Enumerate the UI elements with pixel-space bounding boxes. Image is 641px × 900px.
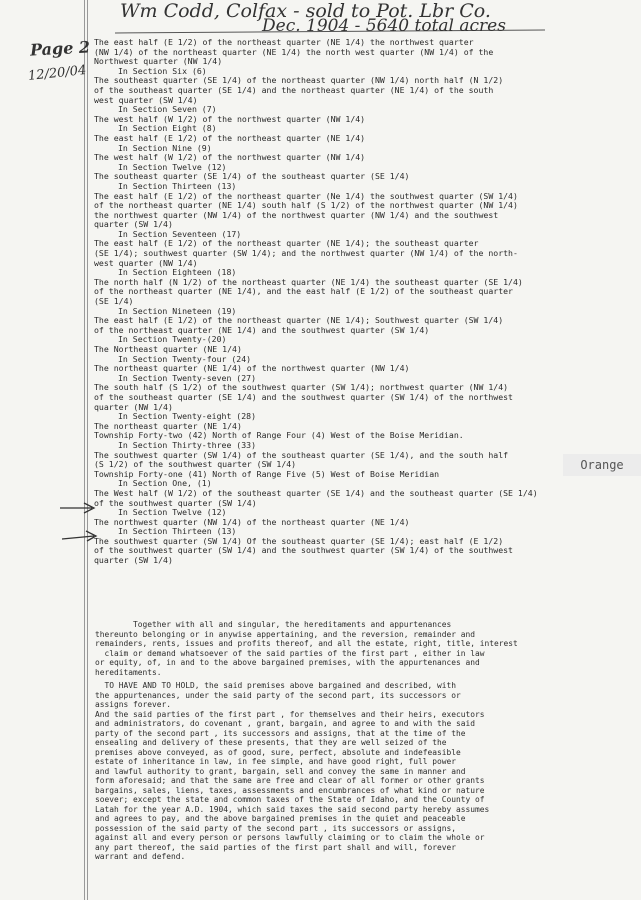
text-line: soever; except the state and common taxes of the State of Idaho, and the County of — [95, 795, 485, 804]
text-line: In Section Twenty-eight (28) — [118, 411, 257, 422]
text-line: In Section Seventeen (17) — [118, 228, 242, 239]
handwritten-date: 12/20/04 — [27, 62, 88, 85]
text-line: The southeast quarter (SE 1/4) of the northeast quarter (NW 1/4) north half (N 1/2) — [94, 75, 504, 86]
text-line: Latah for the year A.D. 1904, which said taxes the said second party hereby assumes — [95, 804, 490, 814]
text-line: and agrees to pay, and the above bargained premises in the quiet and peaceable — [95, 814, 466, 823]
handwritten-page-label: Page 2 — [29, 37, 91, 60]
text-line: The northeast quarter (NE 1/4) of the northwest quarter (NW 1/4) — [94, 363, 410, 374]
text-line: The west half (W 1/2) of the northwest quarter (NW 1/4) — [94, 113, 366, 124]
text-line: The southwest quarter (SW 1/4) Of the southeast quarter (SE 1/4); east half (E 1/2) — [94, 535, 504, 546]
text-line: assigns forever. — [95, 700, 172, 709]
text-line: The southeast quarter (SE 1/4) of the southeast quarter (SE 1/4) — [94, 171, 410, 182]
text-line: In Section Twelve (12) — [118, 161, 227, 172]
margin-rule-inner — [84, 0, 85, 900]
side-label: Orange — [563, 454, 641, 476]
text-line: The West half (W 1/2) of the southeast quarter (SE 1/4) and the southeast quarter (SE 1/4) — [94, 487, 538, 498]
text-line: quarter (NW 1/4) — [94, 401, 173, 412]
text-line: and administrators, do covenant , grant, bargain, and agree to and with the said — [95, 719, 476, 728]
text-line: In Section Eighteen (18) — [118, 267, 237, 278]
text-line: In Section Nine (9) — [118, 142, 212, 153]
text-line: the northwest quarter (NW 1/4) of the northwest quarter (NW 1/4) and the southwest — [94, 209, 499, 220]
text-line: the appurtenances, under the said party of the second part, its successors or — [95, 690, 461, 700]
text-line: The east half (E 1/2) of the northeast quarter (NE 1/4); Southwest quarter (SW 1/4) — [94, 315, 504, 326]
text-line: The east half (E 1/2) of the northeast quarter (Ne 1/4) the southwest quarter (SW 1/4) — [94, 190, 518, 201]
text-line: In Section Twenty-seven (27) — [118, 372, 257, 383]
text-line: claim or demand whatsoever of the said parties of the first part , either in law — [95, 648, 485, 658]
text-line: In Section Eight (8) — [118, 123, 217, 134]
text-line: west quarter (SW 1/4) — [94, 94, 198, 105]
text-line: any part thereof, the said parties of the first part shall and will, forever — [95, 842, 457, 852]
text-line: In Section Thirteen (13) — [118, 526, 237, 537]
text-line: Together with all and singular, the hereditaments and appurtenances — [95, 620, 452, 629]
text-line: remainders, rents, issues and profits thereof, and all the estate, right, title, interest — [95, 639, 518, 648]
text-line: The northwest quarter (NW 1/4) of the northeast quarter (NE 1/4) — [94, 516, 410, 527]
legal-clause-text — [95, 620, 575, 862]
text-line: The south half (S 1/2) of the southwest quarter (SW 1/4); northwest quarter (NW 1/4) — [94, 382, 509, 393]
text-line: of the northeast quarter (NE 1/4) and the southwest quarter (SW 1/4) — [94, 324, 430, 335]
text-line: The east half (E 1/2) of the northeast quarter (NE 1/4) the northwest quarter — [94, 37, 474, 47]
text-line: In Section Twenty-(20) — [118, 334, 227, 345]
text-line: Township Forty-two (42) North of Range Four (4) West of the Boise Meridian. — [94, 430, 464, 441]
handwritten-subtitle: Dec. 1904 - 5640 total acres — [262, 16, 506, 36]
text-line: The east half (E 1/2) of the northeast quarter (NE 1/4); the southeast quarter — [94, 238, 479, 249]
text-line: The east half (E 1/2) of the northeast quarter (NE 1/4) — [94, 132, 366, 143]
text-line: In Section Twenty-four (24) — [118, 353, 252, 364]
text-line: The north half (N 1/2) of the northeast quarter (NE 1/4) the southeast quarter (SE 1/4) — [94, 276, 523, 287]
text-line: against all and every person or persons lawfully claiming or to claim the whole or — [95, 833, 485, 842]
text-line: In Section One, (1) — [118, 478, 212, 489]
text-line: form aforesaid; and that the same are free and clear of all former or other grants — [95, 776, 485, 785]
text-line: estate of inheritance in law, in fee simple, and have good right, full power — [95, 757, 457, 766]
text-line: party of the second part , its successors and assigns, that at the time of the — [95, 728, 466, 738]
margin-rule-outer — [87, 0, 88, 900]
text-line: bargains, sales, liens, taxes, assessments and encumbrances of what kind or nature — [95, 785, 485, 795]
text-line: In Section Nineteen (19) — [118, 305, 237, 316]
arrow-icon — [60, 530, 100, 544]
text-line: possession of the said party of the second part , its successors or assigns, — [95, 823, 457, 833]
text-line: quarter (SW 1/4) — [94, 219, 173, 230]
text-line: (S 1/2) of the southwest quarter (SW 1/4) — [94, 459, 297, 470]
text-line: hereditaments. — [95, 667, 162, 677]
text-line: (NW 1/4) of the northeast quarter (NE 1/4) the north west quarter (NW 1/4) of the — [94, 46, 494, 57]
text-line: of the southeast quarter (SE 1/4) and the northeast quarter (NE 1/4) of the south — [94, 84, 494, 95]
text-line: In Section Six (6) — [118, 65, 207, 76]
text-line: of the northeast quarter (NE 1/4) south half (S 1/2) of the northwest quarter (NW 1/4) — [94, 200, 518, 211]
text-line: of the northeast quarter (NE 1/4), and the east half (E 1/2) of the southeast quarter — [94, 286, 513, 297]
text-line: quarter (SW 1/4) — [94, 555, 173, 566]
text-line: (SE 1/4) — [94, 296, 134, 307]
text-line: And the said parties of the first part , for themselves and their heirs, executors — [95, 709, 485, 719]
text-line: thereunto belonging or in anywise appertaining, and the reversion, remainder and — [95, 629, 476, 639]
text-line: of the southwest quarter (SW 1/4) and the southwest quarter (SW 1/4) of the southwest — [94, 545, 513, 556]
text-line: Township Forty-one (41) North of Range Five (5) West of Boise Meridian — [94, 468, 440, 479]
text-line: In Section Thirteen (13) — [118, 180, 237, 191]
text-line: The southwest quarter (SW 1/4) of the southeast quarter (SE 1/4), and the south half — [94, 449, 509, 460]
text-line: of the southeast quarter (SE 1/4) and the southwest quarter (SW 1/4) of the northwest — [94, 391, 513, 402]
text-line: The northeast quarter (NE 1/4) — [94, 420, 242, 431]
text-line: and lawful authority to grant, bargain, sell and convey the same in manner and — [95, 766, 466, 776]
text-line: Northwest quarter (NW 1/4) — [94, 56, 223, 67]
text-line: or equity, of, in and to the above bargained premises, with the appurtenances and — [95, 658, 480, 667]
text-line: west quarter (NW 1/4) — [94, 257, 198, 268]
text-line: The Northeast quarter (NE 1/4) — [94, 344, 242, 354]
text-line: In Section Thirty-three (33) — [118, 439, 257, 450]
land-description-text — [94, 38, 574, 566]
text-line: warrant and defend. — [95, 852, 186, 861]
text-line: TO HAVE AND TO HOLD, the said premises above bargained and described, with — [95, 681, 457, 690]
text-line: premises above conveyed, as of good, sure, perfect, absolute and indefeasible — [95, 747, 461, 757]
handwritten-title: Wm Codd, Colfax - sold to Pot. Lbr Co. — [120, 0, 491, 22]
text-line: (SE 1/4); southwest quarter (SW 1/4); and the northwest quarter (NW 1/4) of the north- — [94, 248, 518, 259]
text-line: In Section Twelve (12) — [118, 507, 227, 518]
text-line: ensealing and delivery of these presents, that they are well seized of the — [95, 738, 447, 747]
text-line: of the southwest quarter (SW 1/4) — [94, 497, 257, 508]
text-line: The west half (W 1/2) of the northwest quarter (NW 1/4) — [94, 152, 366, 163]
arrow-icon — [58, 501, 98, 515]
text-line: In Section Seven (7) — [118, 104, 217, 115]
